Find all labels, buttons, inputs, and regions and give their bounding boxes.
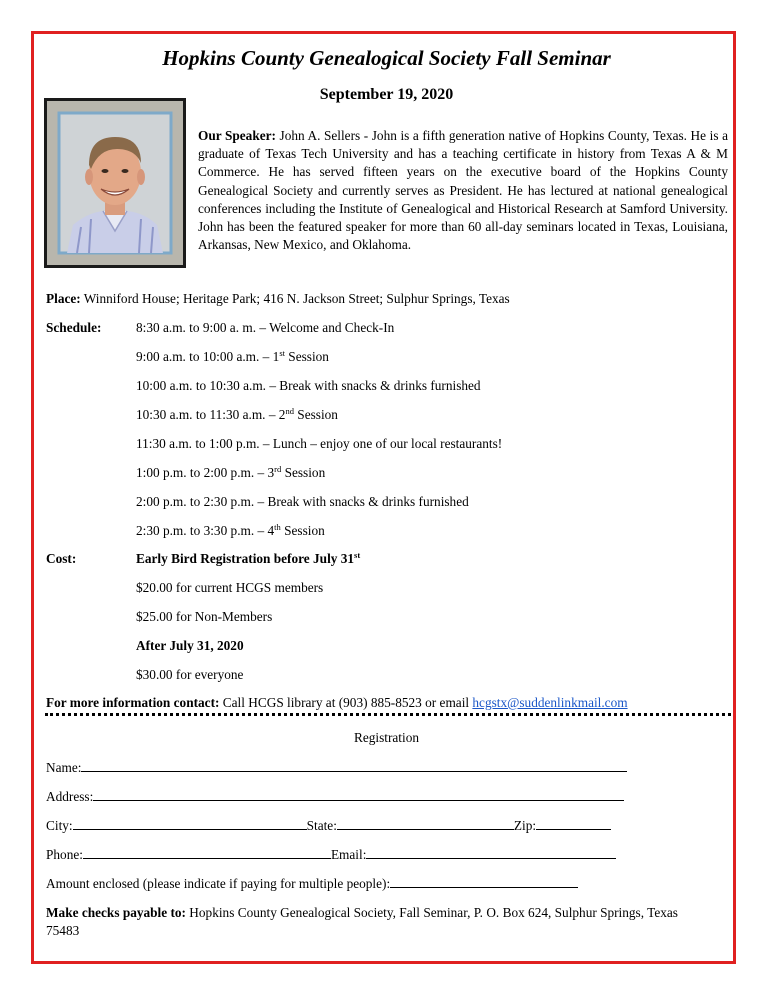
phone-email-fields[interactable]: Phone: Email: [46, 846, 616, 863]
address-field[interactable]: Address: [46, 788, 624, 805]
email-link[interactable]: hcgstx@suddenlinkmail.com [472, 695, 628, 710]
cost-label: Cost: [46, 551, 77, 566]
non-member-price: $25.00 for Non-Members [136, 609, 273, 624]
schedule-item: 10:00 a.m. to 10:30 a.m. – Break with snacks & drinks furnished [136, 378, 481, 393]
contact-label: For more information contact: [46, 695, 220, 710]
schedule-item: 1:00 p.m. to 2:00 p.m. – 3rd Session [136, 464, 326, 480]
place-value: Winniford House; Heritage Park; 416 N. Jackson Street; Sulphur Springs, Texas [80, 291, 510, 306]
speaker-photo [44, 98, 186, 268]
amount-enclosed-field[interactable]: Amount enclosed (please indicate if paying for multiple people): [46, 875, 578, 892]
payment-instructions [46, 904, 696, 940]
registration-title: Registration [354, 730, 419, 745]
schedule-item: 2:30 p.m. to 3:30 p.m. – 4th Session [136, 522, 325, 538]
payment-text: Hopkins County Genealogical Society, Fall Seminar, P. O. Box 624, Sulphur Springs, Texas 75483 [46, 905, 678, 938]
speaker-bio-text: John A. Sellers - John is a fifth generation native of Hopkins County, Texas. He is a graduate of Texas Tech University and has a teaching certificate in history from Texas A & M Commerce. He has served fifteen years on the executive board of the Hopkins County Genealogical Society and currently serves as President. He has lectured at national genealogical conferences including the Institute of Genealogical and Historical Research at Samford University. John has been the featured speaker for more than 60 all-day seminars located in Texas, Louisiana, Arkansas, New Mexico, and Oklahoma. [198, 128, 728, 253]
after-date-heading: After July 31, 2020 [136, 638, 244, 653]
schedule-item: 10:30 a.m. to 11:30 a.m. – 2nd Session [136, 406, 338, 422]
place-line [46, 291, 510, 307]
event-date: September 19, 2020 [319, 86, 454, 103]
early-bird-heading: Early Bird Registration before July 31st [136, 550, 361, 566]
schedule-item: 8:30 a.m. to 9:00 a. m. – Welcome and Check-In [136, 320, 395, 335]
payment-label: Make checks payable to: [46, 905, 186, 920]
city-state-zip-fields[interactable]: City: State: Zip: [46, 817, 611, 834]
schedule-item: 2:00 p.m. to 2:30 p.m. – Break with snacks & drinks furnished [136, 494, 469, 509]
contact-line [46, 695, 628, 711]
name-field[interactable]: Name: [46, 759, 627, 776]
speaker-label: Our Speaker: [198, 128, 276, 143]
schedule-item: 9:00 a.m. to 10:00 a.m. – 1st Session [136, 348, 329, 364]
contact-text: Call HCGS library at (903) 885-8523 or email [219, 695, 473, 710]
speaker-bio [198, 127, 728, 254]
schedule-label: Schedule: [46, 320, 102, 335]
cut-line-divider [45, 713, 731, 716]
schedule-item: 11:30 a.m. to 1:00 p.m. – Lunch – enjoy one of our local restaurants! [136, 436, 503, 451]
member-price: $20.00 for current HCGS members [136, 580, 324, 595]
general-price: $30.00 for everyone [136, 667, 244, 682]
place-label: Place: [46, 291, 81, 306]
page-title: Hopkins County Genealogical Society Fall Seminar [162, 46, 611, 70]
